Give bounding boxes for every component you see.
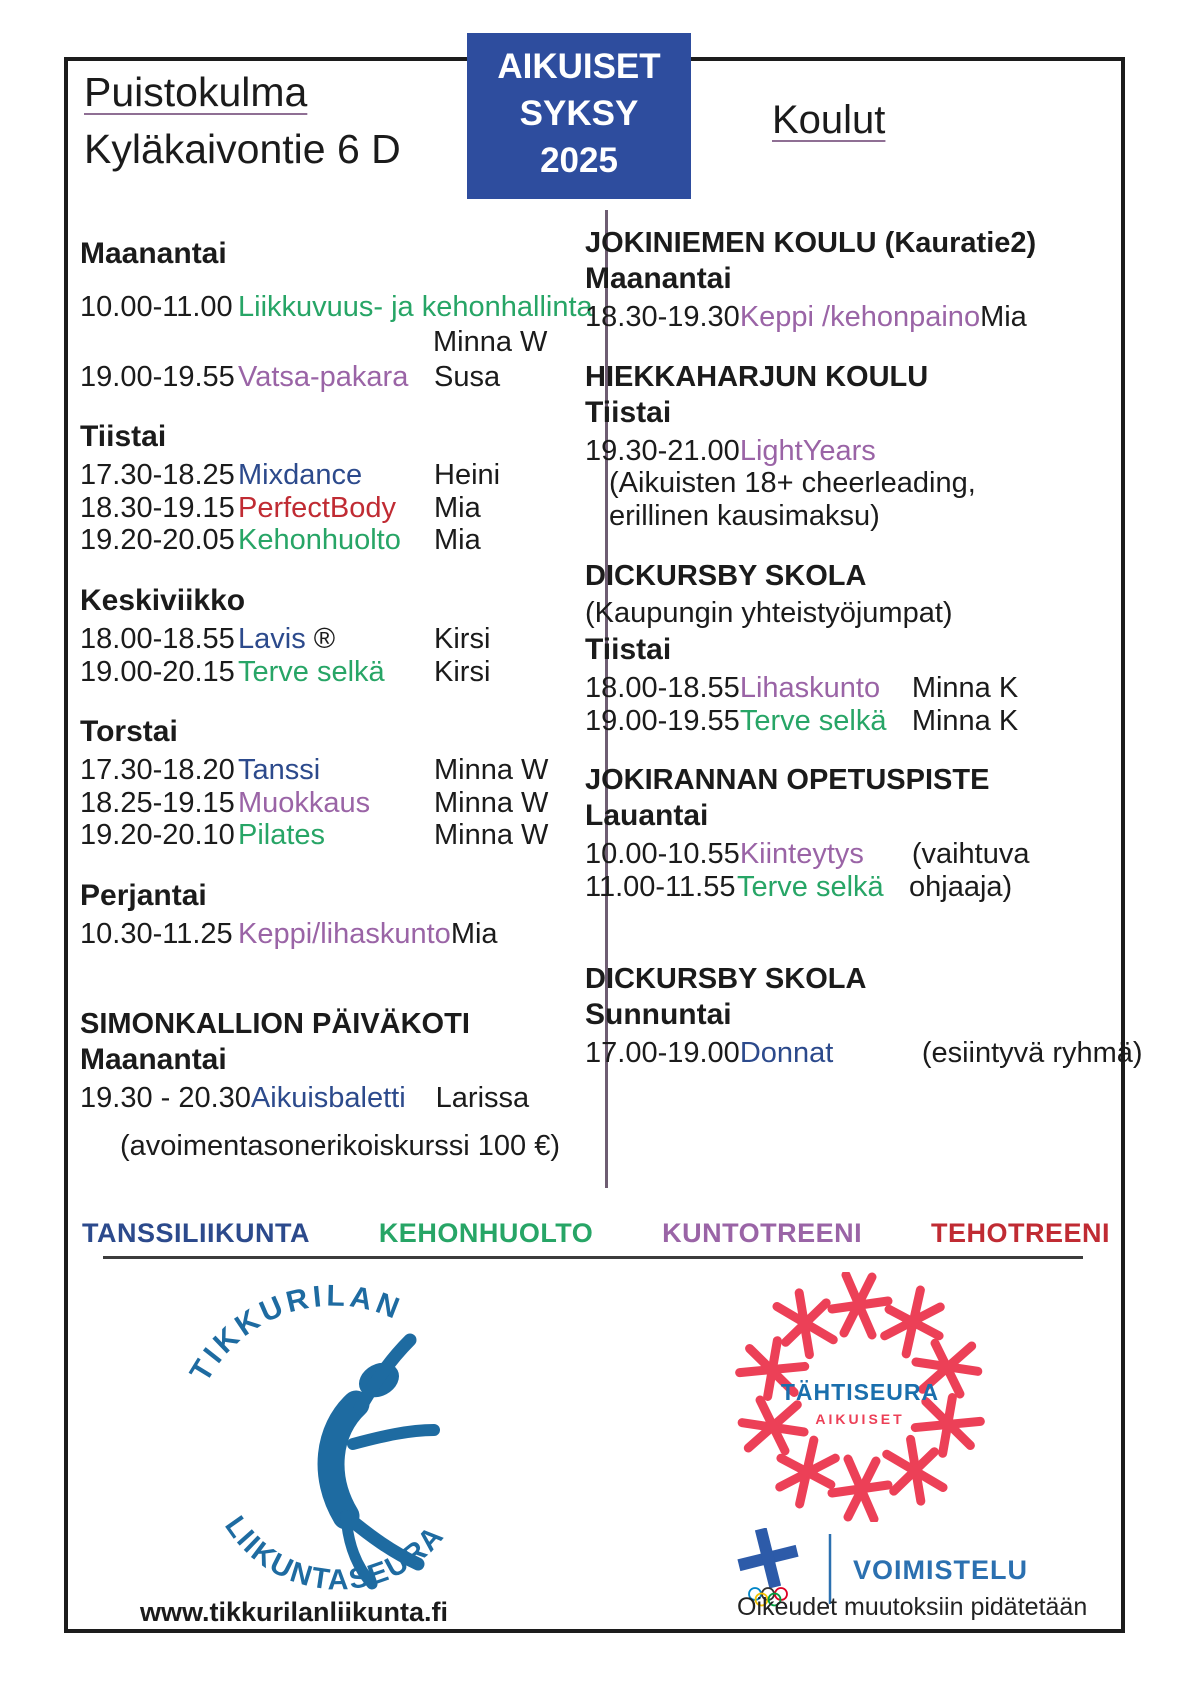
schedule-row <box>80 291 593 324</box>
schedule-row <box>80 918 580 951</box>
schedule-section <box>80 236 593 393</box>
instructor-name: Heini <box>434 459 501 492</box>
left-column <box>80 236 593 1163</box>
instructor-name: ohjaaja) <box>909 870 1013 903</box>
schedule-row <box>80 656 580 689</box>
class-time: 17.00-19.00 <box>585 1036 740 1069</box>
schedule-row <box>585 301 1117 334</box>
class-name: Kehonhuolto <box>238 524 401 557</box>
class-name: Vatsa-pakara <box>238 360 409 393</box>
day-header: Maanantai <box>80 1042 227 1076</box>
trademark-suffix: ® <box>305 622 336 655</box>
schedule-section <box>585 559 1117 737</box>
instructor-name: Minna W <box>434 754 549 787</box>
schedule-section <box>80 714 580 852</box>
schedule-row <box>80 361 580 394</box>
venue-name: JOKIRANNAN OPETUSPISTE <box>585 764 990 797</box>
badge-line-year: 2025 <box>540 141 618 180</box>
class-name: Tanssi <box>238 754 321 787</box>
schedule-row <box>80 524 580 557</box>
class-time: 18.25-19.15 <box>80 786 235 819</box>
class-name: Kiinteytys <box>739 838 864 871</box>
class-time: 19.00-19.55 <box>585 704 740 737</box>
schedule-section <box>80 878 580 951</box>
day-header: Lauantai <box>585 799 709 833</box>
schedule-row <box>585 871 1117 904</box>
legend <box>82 1218 1110 1249</box>
schedule-section <box>80 419 580 557</box>
class-name: Terve selkä <box>737 870 884 903</box>
location-title: Puistokulma <box>84 69 308 115</box>
class-time: 19.20-20.10 <box>80 819 235 852</box>
schools-title: Koulut <box>772 98 886 142</box>
legend-underline <box>103 1256 1083 1259</box>
class-time: 18.00-18.55 <box>80 622 235 655</box>
class-time: 10.00-10.55 <box>585 838 740 871</box>
price-note: (avoimentasonerikoiskurssi 100 €) <box>120 1130 561 1163</box>
class-name: Lavis ® <box>238 622 336 655</box>
venue-name: JOKINIEMEN KOULU (Kauratie2) <box>585 227 1037 259</box>
day-header: Tiistai <box>80 420 167 454</box>
badge-line-audience: AIKUISET <box>497 47 661 86</box>
badge-line-season: SYKSY <box>519 94 639 133</box>
venue-name: HIEKKAHARJUN KOULU <box>585 360 929 393</box>
class-time: 11.00-11.55 <box>585 870 736 903</box>
instructor-name: Minna K <box>911 672 1019 705</box>
class-time: 19.00-20.15 <box>80 655 235 688</box>
instructor-name: Mia <box>980 301 1027 333</box>
legend-tanssiliikunta: TANSSILIIKUNTA <box>82 1218 310 1248</box>
logo-arc-bottom-label: LIIKUNTASEURA <box>218 1510 451 1594</box>
day-header: Keskiviikko <box>80 583 246 617</box>
star-title-label: TÄHTISEURA <box>780 1379 940 1405</box>
class-note: (Aikuisten 18+ cheerleading, <box>609 467 976 500</box>
day-header: Perjantai <box>80 878 207 912</box>
schedule-row <box>80 623 580 656</box>
class-time: 18.00-18.55 <box>585 672 740 705</box>
class-name: Pilates <box>238 819 326 852</box>
federation-label: VOIMISTELU <box>853 1555 1029 1585</box>
venue-name: SIMONKALLION PÄIVÄKOTI <box>80 1007 470 1040</box>
instructor-name: Minna W <box>434 819 549 852</box>
class-time: 19.30 - 20.30 <box>80 1081 251 1114</box>
tikkurilan-liikuntaseura-logo <box>178 1282 498 1594</box>
schedule-row <box>585 435 1117 468</box>
day-header: Maanantai <box>80 237 227 270</box>
venue-note: (Kaupungin yhteistyöjumpat) <box>585 597 953 630</box>
schedule-section <box>585 763 1117 903</box>
class-name: Liikkuvuus- ja kehonhallinta <box>238 291 593 323</box>
instructor-name: (vaihtuva <box>911 838 1030 871</box>
star-subtitle-label: AIKUISET <box>815 1411 905 1427</box>
class-time: 17.30-18.25 <box>80 459 235 492</box>
class-name: Keppi /kehonpaino <box>739 301 981 333</box>
class-note: erillinen kausimaksu) <box>609 500 880 533</box>
class-name: Terve selkä <box>238 655 385 688</box>
class-name: Mixdance <box>238 459 363 492</box>
instructor-name: Larissa <box>435 1081 530 1114</box>
venue-name: DICKURSBY SKOLA <box>585 560 867 593</box>
schedule-row <box>80 1082 580 1115</box>
schedule-row <box>80 819 580 852</box>
instructor-name: Minna W <box>433 325 548 358</box>
finnish-cross-icon <box>732 1528 805 1594</box>
schedule-section <box>80 583 580 688</box>
season-badge <box>467 33 691 199</box>
schedule-section <box>585 360 1117 534</box>
schedule-row <box>80 492 580 525</box>
class-name: Aikuisbaletti <box>250 1081 406 1114</box>
venue-name: DICKURSBY SKOLA <box>585 962 867 995</box>
class-time: 18.30-19.15 <box>80 491 235 524</box>
instructor-name: Susa <box>434 360 501 393</box>
day-header: Sunnuntai <box>585 997 732 1031</box>
schedule-row <box>80 787 580 820</box>
day-header: Maanantai <box>585 262 732 295</box>
instructor-name: Minna K <box>911 704 1019 737</box>
right-column <box>585 226 1143 1069</box>
class-name: PerfectBody <box>238 491 396 524</box>
instructor-name: Mia <box>434 524 481 557</box>
rights-note: Oikeudet muutoksiin pidätetään <box>737 1593 1088 1621</box>
schedule-section <box>585 226 1117 334</box>
class-note-inline: (esiintyvä ryhmä) <box>921 1036 1143 1069</box>
schedule-row <box>585 672 1117 705</box>
class-time: 18.30-19.30 <box>585 301 740 333</box>
day-header: Torstai <box>80 715 178 749</box>
location-address: Kyläkaivontie 6 D <box>84 126 401 172</box>
schedule-row <box>80 754 580 787</box>
class-name: Keppi/lihaskunto <box>238 917 451 950</box>
instructor-name: Minna W <box>434 786 549 819</box>
instructor-name: Kirsi <box>434 622 491 655</box>
schedule-row <box>585 838 1117 871</box>
schedule-section <box>80 1007 580 1164</box>
class-time: 10.00-11.00 <box>80 291 233 323</box>
instructor-name: Kirsi <box>434 655 491 688</box>
schedule-row <box>585 705 1117 738</box>
class-time: 10.30-11.25 <box>80 917 233 950</box>
schedule-row <box>585 1036 1143 1070</box>
class-time: 19.20-20.05 <box>80 524 235 557</box>
schedule-row <box>80 459 580 492</box>
logo-arc-top-label: TIKKURILAN <box>183 1282 408 1388</box>
class-name: Lihaskunto <box>739 672 881 705</box>
class-time: 19.00-19.55 <box>80 360 235 393</box>
class-name: Terve selkä <box>739 704 887 737</box>
class-time: 17.30-18.20 <box>80 754 235 787</box>
legend-kuntotreeni: KUNTOTREENI <box>662 1218 863 1248</box>
legend-tehotreeni: TEHOTREENI <box>930 1218 1110 1248</box>
day-header: Tiistai <box>585 395 672 429</box>
class-name: Donnat <box>739 1036 834 1069</box>
class-name: Muokkaus <box>238 786 371 819</box>
day-header: Tiistai <box>585 633 672 667</box>
website-url: www.tikkurilanliikunta.fi <box>140 1597 449 1627</box>
instructor-name: Mia <box>434 491 481 524</box>
legend-kehonhuolto: KEHONHUOLTO <box>378 1218 594 1248</box>
location-block <box>84 64 401 178</box>
instructor-name: Mia <box>450 917 498 950</box>
tahtiseura-logo <box>735 1272 985 1522</box>
class-time: 19.30-21.00 <box>585 434 740 467</box>
schedule-section <box>585 962 1143 1070</box>
class-name: LightYears <box>739 434 876 467</box>
